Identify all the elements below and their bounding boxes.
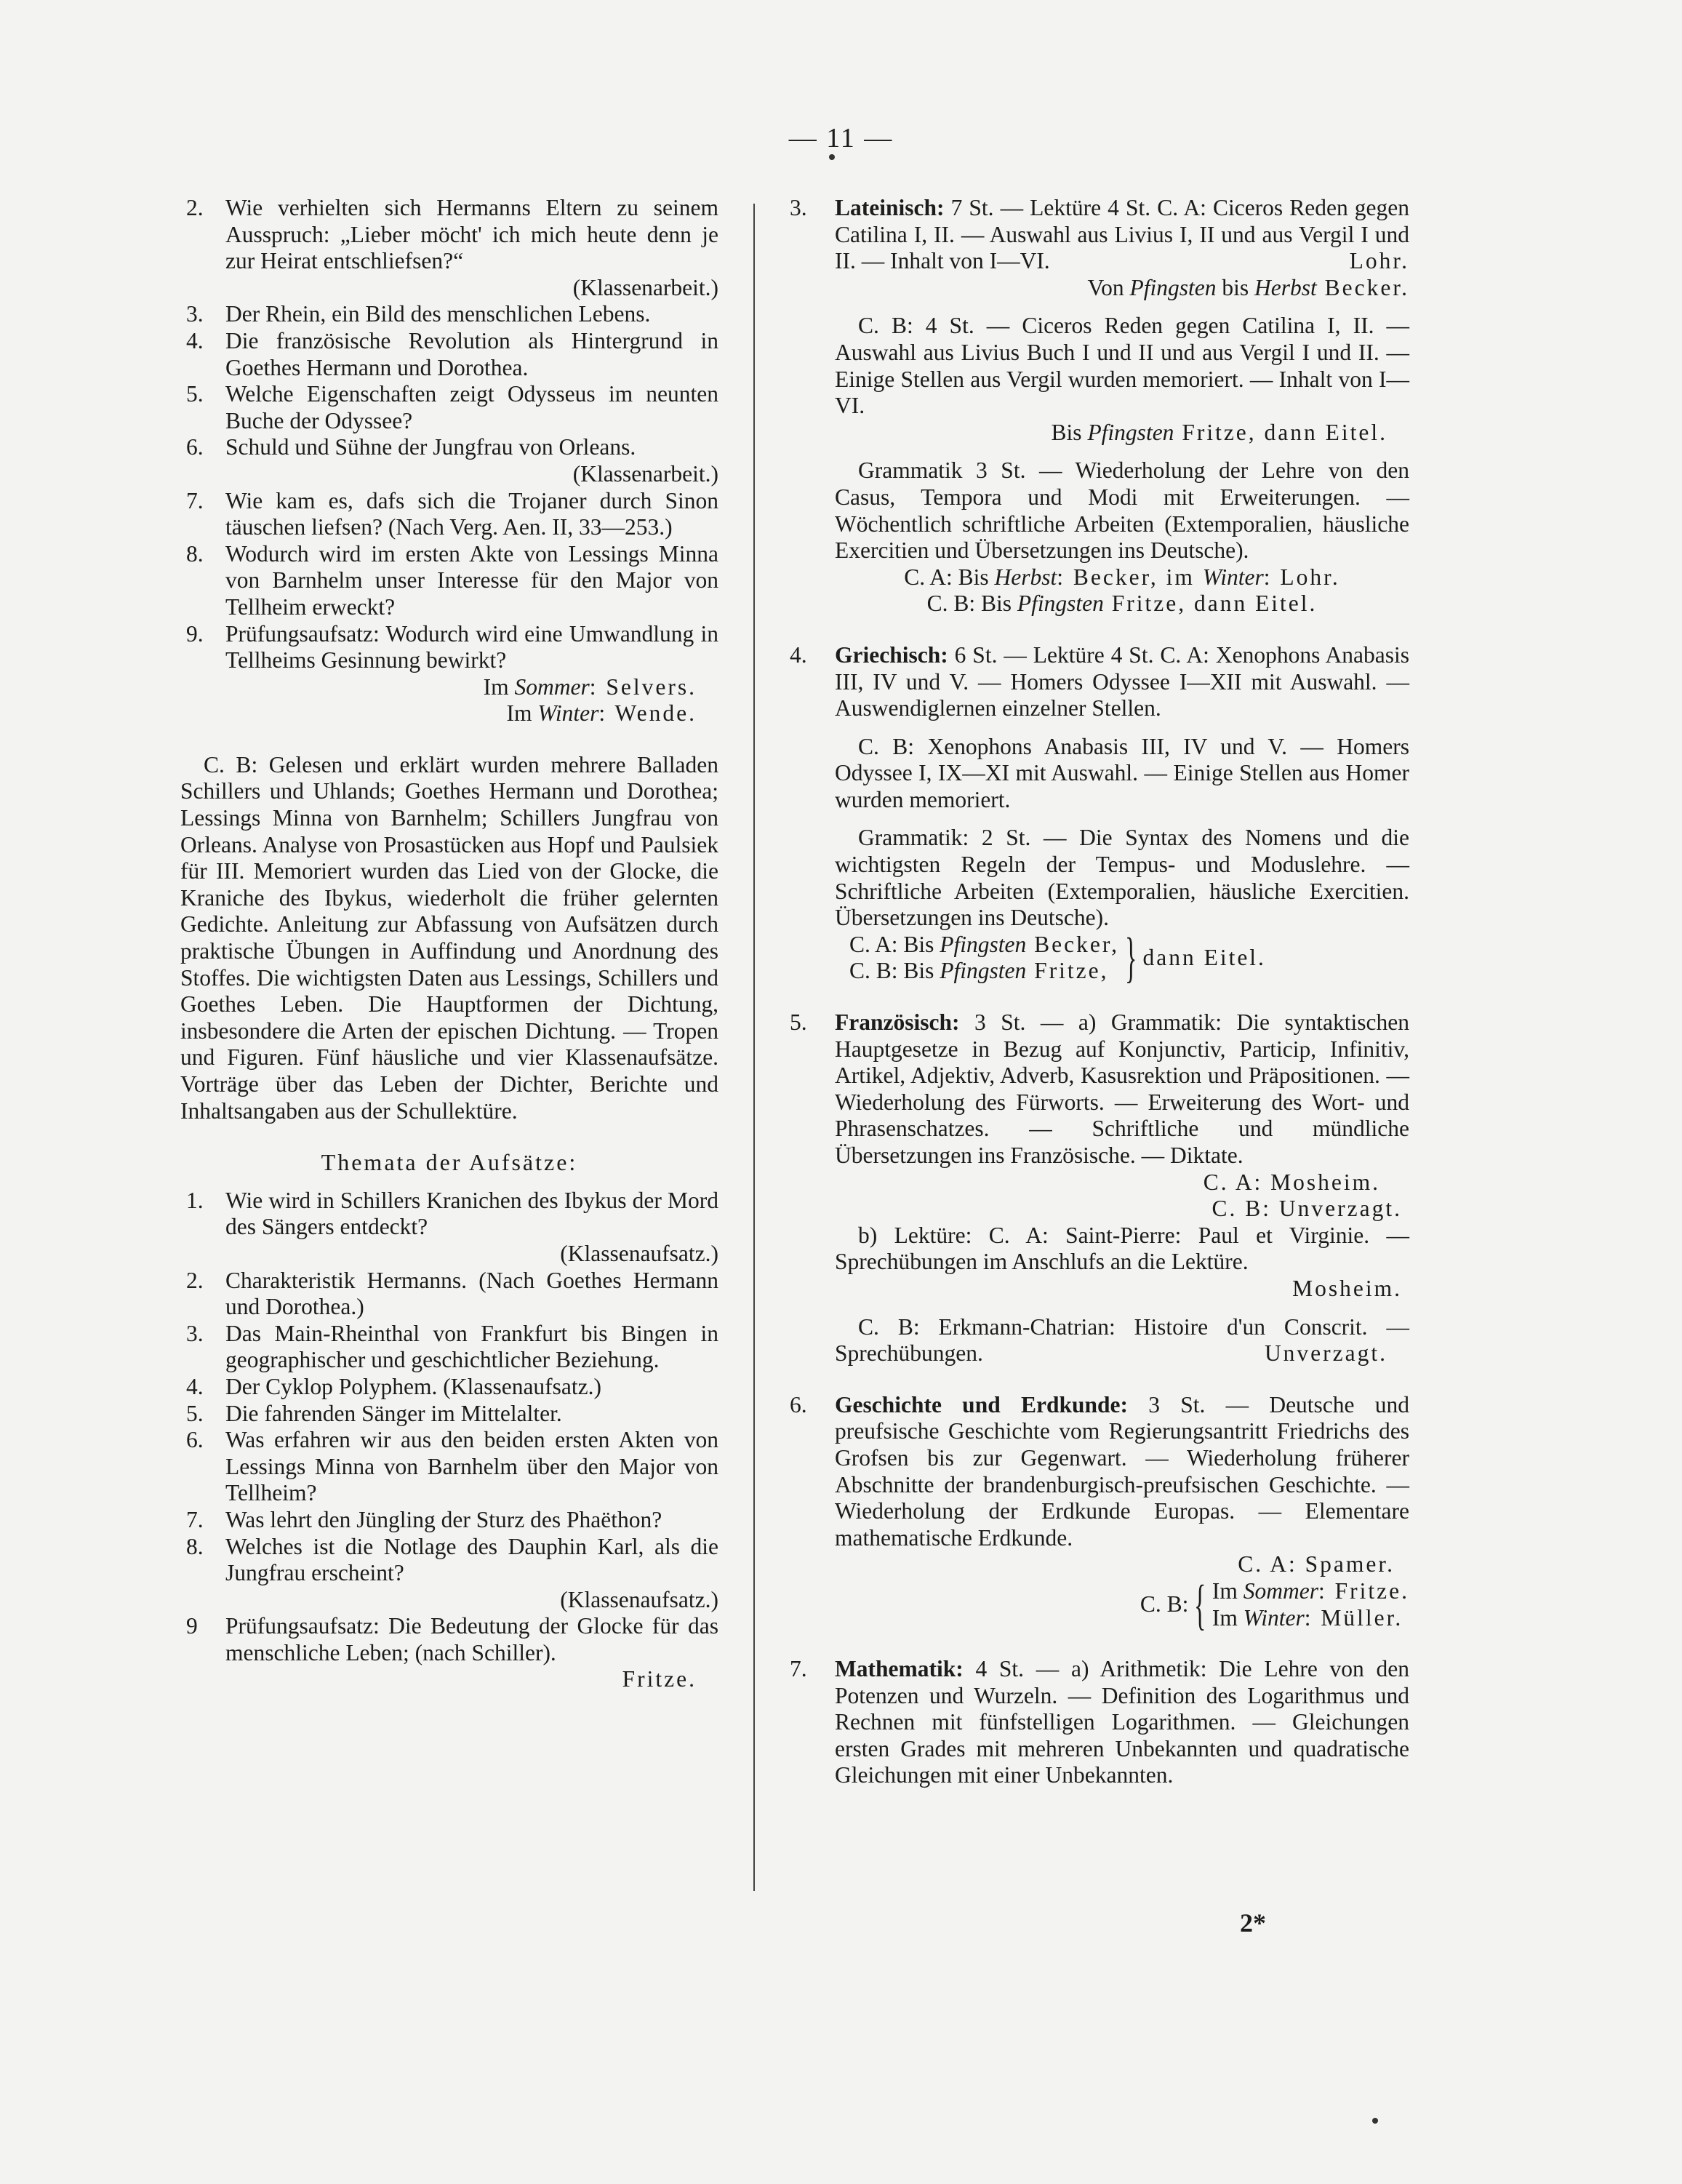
teacher-group: C. B: { Im Sommer: Fritze. Im Winter: Müller. bbox=[1140, 1574, 1409, 1636]
item-text: Wie verhielten sich Hermanns Eltern zu seinem Ausspruch: „Lieber möcht' ich mich heute denn je zur Heirat entschliefsen?“ bbox=[225, 195, 718, 274]
cb-paragraph: C. B: Gelesen und erklärt wurden mehrere Balladen Schillers und Uhlands; Goethes Hermann und Dorothea; Lessings Minna von Barnhelm; Schillers Jungfrau von Orleans. Analyse von Prosastücken aus Hopf und Paulsiek für III. Memoriert wurden das Lied von der Glocke, die Kraniche des Ibykus, wiederholt die früher gelernten Gedichte. Anleitung zur Abfassung von Aufsätzen durch praktische Übungen in Auffindung und Anordnung des Stoffes. Die wichtigsten Daten aus Lessings, Schillers und Goethes Leben. Die Hauptformen der Dichtung, insbesondere die Arten der epischen Dichtung. — Tropen und Figuren. Fünf häusliche und vier Klassenaufsätze. Vorträge über das Leben der Dichter, Berichte und Inhaltsangaben aus der Schullektüre. bbox=[180, 751, 718, 1124]
item-text: Die französische Revolution als Hintergrund in Goethes Hermann und Dorothea. bbox=[225, 327, 718, 380]
section-text: Grammatik 3 St. — Wiederholung der Lehre von den Casus, Tempora und Modi mit Erweiterungen. — Wöchentlich schriftliche Arbeiten (Extemporalien, häusliche Exercitien und Übersetzungen ins Deutsche). bbox=[835, 457, 1409, 564]
left-column bbox=[180, 195, 718, 1693]
speck bbox=[829, 154, 835, 160]
list-item bbox=[180, 381, 718, 434]
item-text: Wie kam es, dafs sich die Trojaner durch Sinon täuschen liefsen? (Nach Verg. Aen. II, 33—253.) bbox=[225, 487, 718, 540]
section-title: Lateinisch: bbox=[835, 195, 945, 220]
section-title: Geschichte und Erdkunde: bbox=[835, 1391, 1129, 1417]
item-note: (Klassenaufsatz.) bbox=[560, 1240, 718, 1266]
item-text: Die fahrenden Sänger im Mittelalter. bbox=[225, 1400, 562, 1426]
item-text: Der Cyklop Polyphem. (Klassenaufsatz.) bbox=[225, 1373, 602, 1399]
section-text: C. B: 4 St. — Ciceros Reden gegen Catilina I, II. — Auswahl aus Livius Buch I und II und aus Vergil I und II. — Einige Stellen aus Vergil wurden memoriert. — Inhalt von I—VI. bbox=[835, 313, 1409, 419]
item-text: Schuld und Sühne der Jungfrau von Orleans. bbox=[225, 434, 636, 460]
teacher: Lohr. bbox=[1349, 248, 1409, 274]
item-number: 9. bbox=[186, 620, 204, 647]
list-item bbox=[180, 488, 718, 541]
signature: Fritze. bbox=[622, 1666, 697, 1692]
brace: } bbox=[1125, 927, 1137, 989]
item-number: 7. bbox=[186, 1506, 204, 1532]
list-item bbox=[180, 1427, 718, 1507]
section-text: b) Lektüre: C. A: Saint-Pierre: Paul et Virginie. — Sprechübungen im Anschlufs an die Lektüre. bbox=[835, 1222, 1409, 1275]
teacher-line: C. B: Bis Pfingsten Fritze, dann Eitel. bbox=[926, 591, 1318, 617]
essay-list-b bbox=[180, 1188, 718, 1693]
speck bbox=[1372, 2118, 1378, 2124]
item-number: 7. bbox=[186, 487, 204, 513]
item-number: 5. bbox=[186, 1400, 204, 1426]
section-franzoesisch bbox=[790, 1009, 1409, 1367]
item-note: (Klassenarbeit.) bbox=[572, 460, 718, 487]
item-number: 3. bbox=[186, 301, 204, 327]
list-item bbox=[180, 1613, 718, 1666]
section-number: 7. bbox=[790, 1656, 807, 1682]
item-number: 6. bbox=[186, 1427, 204, 1453]
list-item bbox=[180, 1188, 718, 1268]
teacher-sommer: Im Sommer: Selvers. bbox=[483, 673, 697, 700]
signature-mark: 2* bbox=[1240, 1908, 1266, 1937]
section-griechisch bbox=[790, 641, 1409, 989]
teacher-group: C. A: Bis Pfingsten Becker, C. B: Bis Pfingsten Fritze, } dann Eitel. bbox=[849, 927, 1266, 989]
list-item bbox=[180, 621, 718, 674]
section-text: Grammatik: 2 St. — Die Syntax des Nomens und die wichtigsten Regeln der Tempus- und Moduslehre. — Schriftliche Arbeiten (Extemporalien, häusliche Exercitien. Übersetzungen ins Deutsche). bbox=[835, 825, 1409, 931]
list-item bbox=[180, 195, 718, 301]
column-divider bbox=[753, 204, 755, 1891]
list-item bbox=[180, 1268, 718, 1321]
list-item bbox=[180, 434, 718, 487]
section-mathematik bbox=[790, 1656, 1409, 1789]
section-text: 3 St. — a) Grammatik: Die syntaktischen Hauptgesetze in Bezug auf Konjunctiv, Particip, Infinitiv, Artikel, Adjektiv, Adverb, Kasusrektion und Präpositionen. — Wiederholung des Fürworts. — Erweiterung des Wort- und Phrasenschatzes. — Schriftliche und mündliche Übersetzungen ins Französische. — Diktate. bbox=[835, 1009, 1409, 1168]
section-number: 6. bbox=[790, 1391, 807, 1417]
item-text: Wie wird in Schillers Kranichen des Ibykus der Mord des Sängers entdeckt? bbox=[225, 1187, 718, 1240]
teacher-line: C. A: Bis Herbst: Becker, im Winter: Lohr. bbox=[904, 564, 1340, 590]
teacher: C. A: Mosheim. bbox=[1203, 1169, 1380, 1195]
item-text: Was erfahren wir aus den beiden ersten Akten von Lessings Minna von Barnhelm über den Major von Tellheim? bbox=[225, 1427, 718, 1506]
list-item bbox=[180, 1401, 718, 1428]
section-text: 4 St. — a) Arithmetik: Die Lehre von den Potenzen und Wurzeln. — Definition des Logarithmus und Rechnen mit fünfstelligen Logarithmen. — Gleichungen ersten Grades mit mehreren Unbekannten und quadratische Gleichungen mit einer Unbekannten. bbox=[835, 1656, 1409, 1788]
item-text: Prüfungsaufsatz: Wodurch wird eine Umwandlung in Tellheims Gesinnung bewirkt? bbox=[225, 620, 718, 673]
teacher-line: Bis Pfingsten Fritze, dann Eitel. bbox=[1051, 419, 1387, 445]
item-note: (Klassenaufsatz.) bbox=[560, 1586, 718, 1612]
section-title: Französisch: bbox=[835, 1009, 960, 1036]
section-title: Mathematik: bbox=[835, 1656, 964, 1682]
item-text: Das Main-Rheinthal von Frankfurt bis Bingen in geographischer und geschichtlicher Beziehung. bbox=[225, 1320, 718, 1373]
section-text: 7 St. — Lektüre 4 St. C. A: Ciceros Reden gegen Catilina I, II. — Auswahl aus Livius I, II und aus Vergil I und II. — Inhalt von I—VI. bbox=[835, 195, 1409, 274]
item-number: 5. bbox=[186, 381, 204, 407]
section-number: 5. bbox=[790, 1009, 807, 1036]
section-text: 3 St. — Deutsche und preufsische Geschichte vom Regierungsantritt Friedrichs des Grofsen bis zur Gegenwart. — Wiederholung früherer Abschnitte der brandenburgisch-preufsischen Geschichte. — Wiederholung der Erdkunde Europas. — Elementare mathematische Erdkunde. bbox=[835, 1391, 1409, 1551]
section-number: 3. bbox=[790, 195, 807, 220]
item-number: 4. bbox=[186, 1373, 204, 1399]
section-geschichte bbox=[790, 1391, 1409, 1636]
list-item bbox=[180, 1507, 718, 1534]
teacher: C. B: Unverzagt. bbox=[1212, 1196, 1402, 1222]
item-number: 8. bbox=[186, 540, 204, 567]
item-text: Der Rhein, ein Bild des menschlichen Lebens. bbox=[225, 301, 651, 327]
section-number: 4. bbox=[790, 641, 807, 668]
item-text: Prüfungsaufsatz: Die Bedeutung der Glocke für das menschliche Leben; (nach Schiller). bbox=[225, 1613, 718, 1665]
item-number: 2. bbox=[186, 195, 204, 220]
section-text: C. B: Erkmann-Chatrian: Histoire d'un Conscrit. — Sprechübungen. bbox=[835, 1313, 1409, 1367]
themata-heading: Themata der Aufsätze: bbox=[321, 1149, 578, 1176]
item-number: 6. bbox=[186, 434, 204, 460]
item-text: Was lehrt den Jüngling der Sturz des Phaëthon? bbox=[225, 1506, 662, 1532]
teacher-line: Von Pfingsten bis Herbst Becker. bbox=[1087, 274, 1409, 300]
item-text: Welches ist die Notlage des Dauphin Karl, als die Jungfrau erscheint? bbox=[225, 1533, 718, 1586]
list-item bbox=[180, 328, 718, 381]
page-number: — 11 — bbox=[788, 123, 894, 153]
list-item bbox=[180, 541, 718, 621]
item-text: Charakteristik Hermanns. (Nach Goethes Hermann und Dorothea.) bbox=[225, 1267, 718, 1320]
item-number: 4. bbox=[186, 327, 204, 353]
list-item bbox=[180, 1321, 718, 1374]
teacher: C. A: Spamer. bbox=[1238, 1551, 1395, 1577]
section-latein bbox=[790, 195, 1409, 617]
section-title: Griechisch: bbox=[835, 641, 948, 668]
item-text: Wodurch wird im ersten Akte von Lessings Minna von Barnhelm unser Interesse für den Major von Tellheim erweckt? bbox=[225, 540, 718, 620]
item-number: 8. bbox=[186, 1533, 204, 1559]
teacher: Unverzagt. bbox=[1264, 1340, 1387, 1367]
list-item bbox=[180, 1374, 718, 1401]
right-column bbox=[790, 195, 1409, 1789]
item-number: 2. bbox=[186, 1267, 204, 1293]
list-item bbox=[180, 1534, 718, 1614]
section-text: 6 St. — Lektüre 4 St. C. A: Xenophons Anabasis III, IV und V. — Homers Odyssee I—XII mit Auswahl. — Auswendiglernen einzelner Stellen. bbox=[835, 641, 1409, 721]
essay-list-a bbox=[180, 195, 718, 727]
item-text: Welche Eigenschaften zeigt Odysseus im neunten Buche der Odyssee? bbox=[225, 381, 718, 433]
item-note: (Klassenarbeit.) bbox=[572, 274, 718, 300]
teacher-winter: Im Winter: Wende. bbox=[506, 700, 697, 727]
item-number: 3. bbox=[186, 1320, 204, 1346]
brace: { bbox=[1194, 1574, 1206, 1636]
list-item bbox=[180, 301, 718, 328]
item-number: 1. bbox=[186, 1187, 204, 1213]
teacher: Mosheim. bbox=[1292, 1275, 1402, 1301]
item-number: 9 bbox=[186, 1613, 198, 1639]
section-text: C. B: Xenophons Anabasis III, IV und V. — Homers Odyssee I, IX—XI mit Auswahl. — Einige Stellen aus Homer wurden memoriert. bbox=[835, 733, 1409, 812]
